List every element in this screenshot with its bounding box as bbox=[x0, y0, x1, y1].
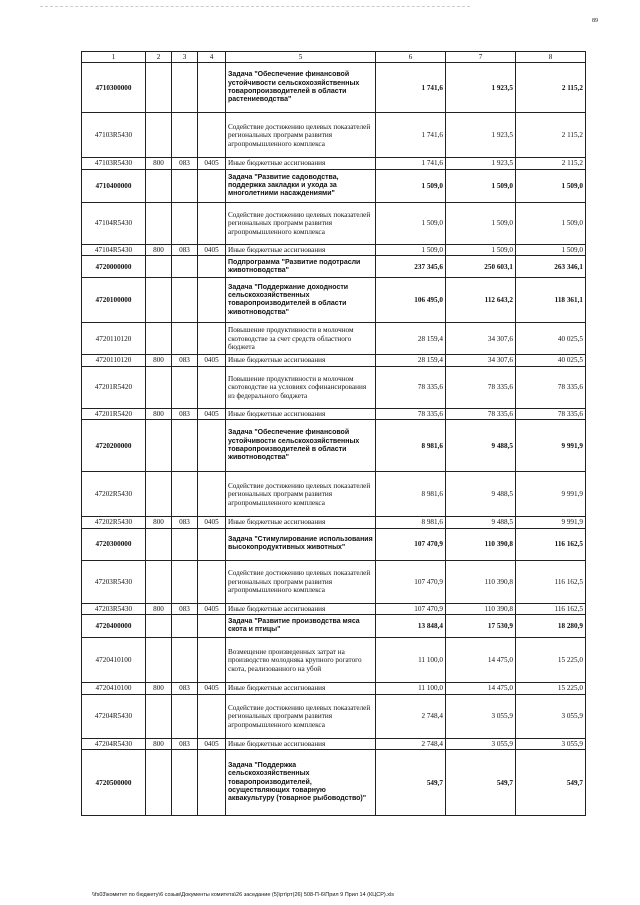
row-amount-year1: 107 470,9 bbox=[376, 560, 446, 603]
row-description: Задача "Обеспечение финансовой устойчивости сельскохозяйственных товаропроизводителей в области животноводства" bbox=[226, 420, 376, 472]
row-ministry-code: 083 bbox=[172, 517, 198, 528]
row-amount-year2: 1 509,0 bbox=[446, 202, 516, 244]
row-amount-year1: 2 748,4 bbox=[376, 738, 446, 749]
row-section-code bbox=[198, 615, 226, 638]
row-ministry-code bbox=[172, 560, 198, 603]
row-amount-year3: 118 361,1 bbox=[516, 278, 586, 323]
table-row bbox=[82, 694, 586, 738]
row-amount-year3: 9 991,9 bbox=[516, 472, 586, 517]
row-expense-type bbox=[146, 323, 172, 355]
row-amount-year1: 11 100,0 bbox=[376, 638, 446, 683]
row-ministry-code: 083 bbox=[172, 603, 198, 614]
table-row bbox=[82, 113, 586, 158]
row-section-code bbox=[198, 472, 226, 517]
table-row bbox=[82, 560, 586, 603]
row-amount-year3: 549,7 bbox=[516, 750, 586, 816]
row-expense-type bbox=[146, 528, 172, 560]
row-ministry-code: 083 bbox=[172, 244, 198, 255]
row-amount-year1: 11 100,0 bbox=[376, 683, 446, 694]
table-row bbox=[82, 638, 586, 683]
table-row bbox=[82, 256, 586, 278]
row-description: Повышение продуктивности в молочном скотоводстве на условиях софинансирования из федерального бюджета bbox=[226, 366, 376, 408]
row-section-code: 0405 bbox=[198, 517, 226, 528]
row-description: Иные бюджетные ассигнования bbox=[226, 603, 376, 614]
row-code: 47103R5430 bbox=[82, 113, 146, 158]
row-ministry-code bbox=[172, 63, 198, 113]
row-amount-year1: 8 981,6 bbox=[376, 472, 446, 517]
row-amount-year1: 1 741,6 bbox=[376, 63, 446, 113]
row-amount-year2: 78 335,6 bbox=[446, 408, 516, 419]
row-description: Возмещение произведенных затрат на производство молодняка крупного рогатого скота, реализованного на убой bbox=[226, 638, 376, 683]
row-code: 4710300000 bbox=[82, 63, 146, 113]
row-amount-year2: 110 390,8 bbox=[446, 603, 516, 614]
table-row bbox=[82, 323, 586, 355]
row-amount-year2: 3 055,9 bbox=[446, 738, 516, 749]
row-section-code bbox=[198, 278, 226, 323]
row-amount-year3: 2 115,2 bbox=[516, 113, 586, 158]
row-expense-type bbox=[146, 366, 172, 408]
row-code: 4720100000 bbox=[82, 278, 146, 323]
row-amount-year1: 1 741,6 bbox=[376, 113, 446, 158]
row-amount-year3: 40 025,5 bbox=[516, 355, 586, 366]
row-code: 4720110120 bbox=[82, 355, 146, 366]
table-row bbox=[82, 278, 586, 323]
row-amount-year2: 14 475,0 bbox=[446, 683, 516, 694]
row-amount-year2: 1 923,5 bbox=[446, 113, 516, 158]
row-amount-year1: 1 741,6 bbox=[376, 158, 446, 169]
row-amount-year1: 1 509,0 bbox=[376, 169, 446, 202]
column-number: 6 bbox=[376, 52, 446, 63]
row-amount-year2: 9 488,5 bbox=[446, 517, 516, 528]
row-code: 47103R5430 bbox=[82, 158, 146, 169]
row-ministry-code: 083 bbox=[172, 683, 198, 694]
table-row bbox=[82, 355, 586, 366]
row-code: 47201R5420 bbox=[82, 366, 146, 408]
row-amount-year3: 78 335,6 bbox=[516, 408, 586, 419]
row-ministry-code bbox=[172, 323, 198, 355]
row-amount-year2: 1 509,0 bbox=[446, 169, 516, 202]
table-row bbox=[82, 244, 586, 255]
row-ministry-code: 083 bbox=[172, 355, 198, 366]
column-number: 5 bbox=[226, 52, 376, 63]
row-ministry-code bbox=[172, 202, 198, 244]
row-amount-year2: 112 643,2 bbox=[446, 278, 516, 323]
row-amount-year1: 78 335,6 bbox=[376, 408, 446, 419]
row-expense-type: 800 bbox=[146, 738, 172, 749]
row-description: Иные бюджетные ассигнования bbox=[226, 158, 376, 169]
row-description: Задача "Стимулирование использования высокопродуктивных животных" bbox=[226, 528, 376, 560]
row-amount-year3: 2 115,2 bbox=[516, 63, 586, 113]
row-amount-year1: 106 495,0 bbox=[376, 278, 446, 323]
row-description: Задача "Поддержание доходности сельскохозяйственных товаропроизводителей в области животноводства" bbox=[226, 278, 376, 323]
row-section-code bbox=[198, 528, 226, 560]
row-amount-year2: 110 390,8 bbox=[446, 560, 516, 603]
row-code: 4720410100 bbox=[82, 683, 146, 694]
table-row bbox=[82, 738, 586, 749]
row-description: Иные бюджетные ассигнования bbox=[226, 517, 376, 528]
row-section-code bbox=[198, 256, 226, 278]
row-expense-type bbox=[146, 750, 172, 816]
row-section-code bbox=[198, 113, 226, 158]
row-amount-year3: 40 025,5 bbox=[516, 323, 586, 355]
table-row bbox=[82, 750, 586, 816]
row-ministry-code bbox=[172, 278, 198, 323]
row-description: Иные бюджетные ассигнования bbox=[226, 244, 376, 255]
row-section-code bbox=[198, 169, 226, 202]
row-amount-year2: 9 488,5 bbox=[446, 420, 516, 472]
row-description: Иные бюджетные ассигнования bbox=[226, 738, 376, 749]
row-ministry-code bbox=[172, 615, 198, 638]
row-amount-year3: 116 162,5 bbox=[516, 560, 586, 603]
row-expense-type: 800 bbox=[146, 158, 172, 169]
row-ministry-code bbox=[172, 638, 198, 683]
row-description: Задача "Обеспечение финансовой устойчивости сельскохозяйственных товаропроизводителей в области растениеводства" bbox=[226, 63, 376, 113]
row-section-code: 0405 bbox=[198, 158, 226, 169]
row-description: Повышение продуктивности в молочном скотоводстве за счет средств областного бюджета bbox=[226, 323, 376, 355]
row-amount-year1: 8 981,6 bbox=[376, 517, 446, 528]
table-row bbox=[82, 169, 586, 202]
row-section-code: 0405 bbox=[198, 603, 226, 614]
row-code: 47203R5430 bbox=[82, 603, 146, 614]
row-amount-year1: 1 509,0 bbox=[376, 244, 446, 255]
row-description: Содействие достижению целевых показателей региональных программ развития агропромышленного комплекса bbox=[226, 472, 376, 517]
row-amount-year3: 9 991,9 bbox=[516, 517, 586, 528]
row-expense-type bbox=[146, 638, 172, 683]
table-row bbox=[82, 202, 586, 244]
row-description: Содействие достижению целевых показателей региональных программ развития агропромышленного комплекса bbox=[226, 113, 376, 158]
row-ministry-code bbox=[172, 256, 198, 278]
row-amount-year1: 2 748,4 bbox=[376, 694, 446, 738]
row-amount-year1: 13 848,4 bbox=[376, 615, 446, 638]
row-expense-type bbox=[146, 169, 172, 202]
row-amount-year2: 1 923,5 bbox=[446, 158, 516, 169]
row-amount-year2: 3 055,9 bbox=[446, 694, 516, 738]
row-code: 4720400000 bbox=[82, 615, 146, 638]
row-expense-type bbox=[146, 694, 172, 738]
column-number: 8 bbox=[516, 52, 586, 63]
row-expense-type bbox=[146, 472, 172, 517]
row-ministry-code bbox=[172, 528, 198, 560]
row-amount-year3: 3 055,9 bbox=[516, 694, 586, 738]
row-amount-year3: 18 280,9 bbox=[516, 615, 586, 638]
row-ministry-code bbox=[172, 169, 198, 202]
row-code: 47201R5420 bbox=[82, 408, 146, 419]
row-ministry-code bbox=[172, 366, 198, 408]
row-amount-year3: 15 225,0 bbox=[516, 683, 586, 694]
row-expense-type bbox=[146, 420, 172, 472]
top-scan-line bbox=[40, 6, 470, 9]
row-section-code bbox=[198, 750, 226, 816]
row-expense-type: 800 bbox=[146, 355, 172, 366]
row-expense-type bbox=[146, 113, 172, 158]
row-amount-year2: 9 488,5 bbox=[446, 472, 516, 517]
row-description: Задача "Развитие производства мяса скота и птицы" bbox=[226, 615, 376, 638]
row-description: Задача "Поддержка сельскохозяйственных товаропроизводителей, осуществляющих товарную аквакультуру (товарное рыбоводство)" bbox=[226, 750, 376, 816]
row-code: 47104R5430 bbox=[82, 202, 146, 244]
row-ministry-code: 083 bbox=[172, 738, 198, 749]
row-expense-type bbox=[146, 615, 172, 638]
row-code: 47204R5430 bbox=[82, 738, 146, 749]
row-expense-type: 800 bbox=[146, 517, 172, 528]
row-description: Иные бюджетные ассигнования bbox=[226, 408, 376, 419]
row-expense-type: 800 bbox=[146, 244, 172, 255]
row-expense-type bbox=[146, 560, 172, 603]
row-amount-year2: 110 390,8 bbox=[446, 528, 516, 560]
row-amount-year2: 549,7 bbox=[446, 750, 516, 816]
row-code: 4720300000 bbox=[82, 528, 146, 560]
row-section-code bbox=[198, 560, 226, 603]
row-amount-year1: 237 345,6 bbox=[376, 256, 446, 278]
row-amount-year2: 34 307,6 bbox=[446, 323, 516, 355]
table-row bbox=[82, 366, 586, 408]
row-amount-year1: 28 159,4 bbox=[376, 355, 446, 366]
row-section-code bbox=[198, 420, 226, 472]
row-code: 4720500000 bbox=[82, 750, 146, 816]
row-section-code: 0405 bbox=[198, 244, 226, 255]
row-amount-year2: 34 307,6 bbox=[446, 355, 516, 366]
row-description: Задача "Развитие садоводства, поддержка закладки и ухода за многолетними насаждениями" bbox=[226, 169, 376, 202]
row-amount-year2: 14 475,0 bbox=[446, 638, 516, 683]
table-row bbox=[82, 603, 586, 614]
row-amount-year3: 9 991,9 bbox=[516, 420, 586, 472]
row-code: 47202R5430 bbox=[82, 517, 146, 528]
row-section-code bbox=[198, 202, 226, 244]
row-amount-year3: 1 509,0 bbox=[516, 244, 586, 255]
table-row bbox=[82, 683, 586, 694]
row-code: 47202R5430 bbox=[82, 472, 146, 517]
row-amount-year2: 17 530,9 bbox=[446, 615, 516, 638]
row-ministry-code bbox=[172, 420, 198, 472]
row-amount-year1: 78 335,6 bbox=[376, 366, 446, 408]
table-body bbox=[82, 63, 586, 816]
file-path-footer: \\fs03\комитет по бюджету\6 созыв\Документы комитета\26 заседание (5)\рт\рт(26) 508-П-6\Прил 9 Прил 14 (КЦСР).xls bbox=[92, 892, 395, 898]
row-code: 4710400000 bbox=[82, 169, 146, 202]
row-amount-year3: 116 162,5 bbox=[516, 603, 586, 614]
row-amount-year2: 78 335,6 bbox=[446, 366, 516, 408]
row-description: Иные бюджетные ассигнования bbox=[226, 355, 376, 366]
table-row bbox=[82, 158, 586, 169]
row-section-code: 0405 bbox=[198, 683, 226, 694]
row-expense-type: 800 bbox=[146, 683, 172, 694]
row-amount-year1: 28 159,4 bbox=[376, 323, 446, 355]
table-row bbox=[82, 472, 586, 517]
row-section-code: 0405 bbox=[198, 738, 226, 749]
table-row bbox=[82, 408, 586, 419]
table-row bbox=[82, 63, 586, 113]
row-amount-year1: 107 470,9 bbox=[376, 528, 446, 560]
row-section-code bbox=[198, 638, 226, 683]
row-description: Содействие достижению целевых показателей региональных программ развития агропромышленного комплекса bbox=[226, 202, 376, 244]
row-amount-year3: 263 346,1 bbox=[516, 256, 586, 278]
row-expense-type bbox=[146, 63, 172, 113]
row-ministry-code bbox=[172, 472, 198, 517]
row-amount-year1: 549,7 bbox=[376, 750, 446, 816]
row-ministry-code bbox=[172, 113, 198, 158]
column-number: 1 bbox=[82, 52, 146, 63]
row-description: Содействие достижению целевых показателей региональных программ развития агропромышленного комплекса bbox=[226, 694, 376, 738]
row-section-code: 0405 bbox=[198, 408, 226, 419]
row-code: 4720200000 bbox=[82, 420, 146, 472]
row-amount-year3: 1 509,0 bbox=[516, 169, 586, 202]
row-amount-year1: 107 470,9 bbox=[376, 603, 446, 614]
row-code: 47203R5430 bbox=[82, 560, 146, 603]
row-code: 47204R5430 bbox=[82, 694, 146, 738]
row-code: 47104R5430 bbox=[82, 244, 146, 255]
row-ministry-code bbox=[172, 750, 198, 816]
row-section-code: 0405 bbox=[198, 355, 226, 366]
column-number-row bbox=[82, 52, 586, 63]
row-section-code bbox=[198, 366, 226, 408]
row-amount-year1: 8 981,6 bbox=[376, 420, 446, 472]
row-amount-year2: 1 923,5 bbox=[446, 63, 516, 113]
table-row bbox=[82, 517, 586, 528]
row-expense-type bbox=[146, 278, 172, 323]
row-amount-year3: 2 115,2 bbox=[516, 158, 586, 169]
row-expense-type: 800 bbox=[146, 408, 172, 419]
row-ministry-code: 083 bbox=[172, 158, 198, 169]
row-ministry-code bbox=[172, 694, 198, 738]
row-expense-type bbox=[146, 256, 172, 278]
row-section-code bbox=[198, 63, 226, 113]
table-row bbox=[82, 615, 586, 638]
row-expense-type bbox=[146, 202, 172, 244]
row-description: Иные бюджетные ассигнования bbox=[226, 683, 376, 694]
budget-table bbox=[81, 51, 586, 816]
row-code: 4720000000 bbox=[82, 256, 146, 278]
table-row bbox=[82, 528, 586, 560]
row-section-code bbox=[198, 323, 226, 355]
row-description: Подпрограмма "Развитие подотрасли животноводства" bbox=[226, 256, 376, 278]
row-ministry-code: 083 bbox=[172, 408, 198, 419]
row-code: 4720410100 bbox=[82, 638, 146, 683]
column-number: 7 bbox=[446, 52, 516, 63]
row-section-code bbox=[198, 694, 226, 738]
row-amount-year3: 116 162,5 bbox=[516, 528, 586, 560]
row-expense-type: 800 bbox=[146, 603, 172, 614]
column-number: 2 bbox=[146, 52, 172, 63]
row-code: 4720110120 bbox=[82, 323, 146, 355]
column-number: 4 bbox=[198, 52, 226, 63]
column-number: 3 bbox=[172, 52, 198, 63]
row-amount-year2: 250 603,1 bbox=[446, 256, 516, 278]
row-amount-year3: 78 335,6 bbox=[516, 366, 586, 408]
row-description: Содействие достижению целевых показателей региональных программ развития агропромышленного комплекса bbox=[226, 560, 376, 603]
page-number: 89 bbox=[592, 18, 598, 24]
table-row bbox=[82, 420, 586, 472]
row-amount-year2: 1 509,0 bbox=[446, 244, 516, 255]
row-amount-year3: 3 055,9 bbox=[516, 738, 586, 749]
row-amount-year3: 15 225,0 bbox=[516, 638, 586, 683]
row-amount-year3: 1 509,0 bbox=[516, 202, 586, 244]
row-amount-year1: 1 509,0 bbox=[376, 202, 446, 244]
